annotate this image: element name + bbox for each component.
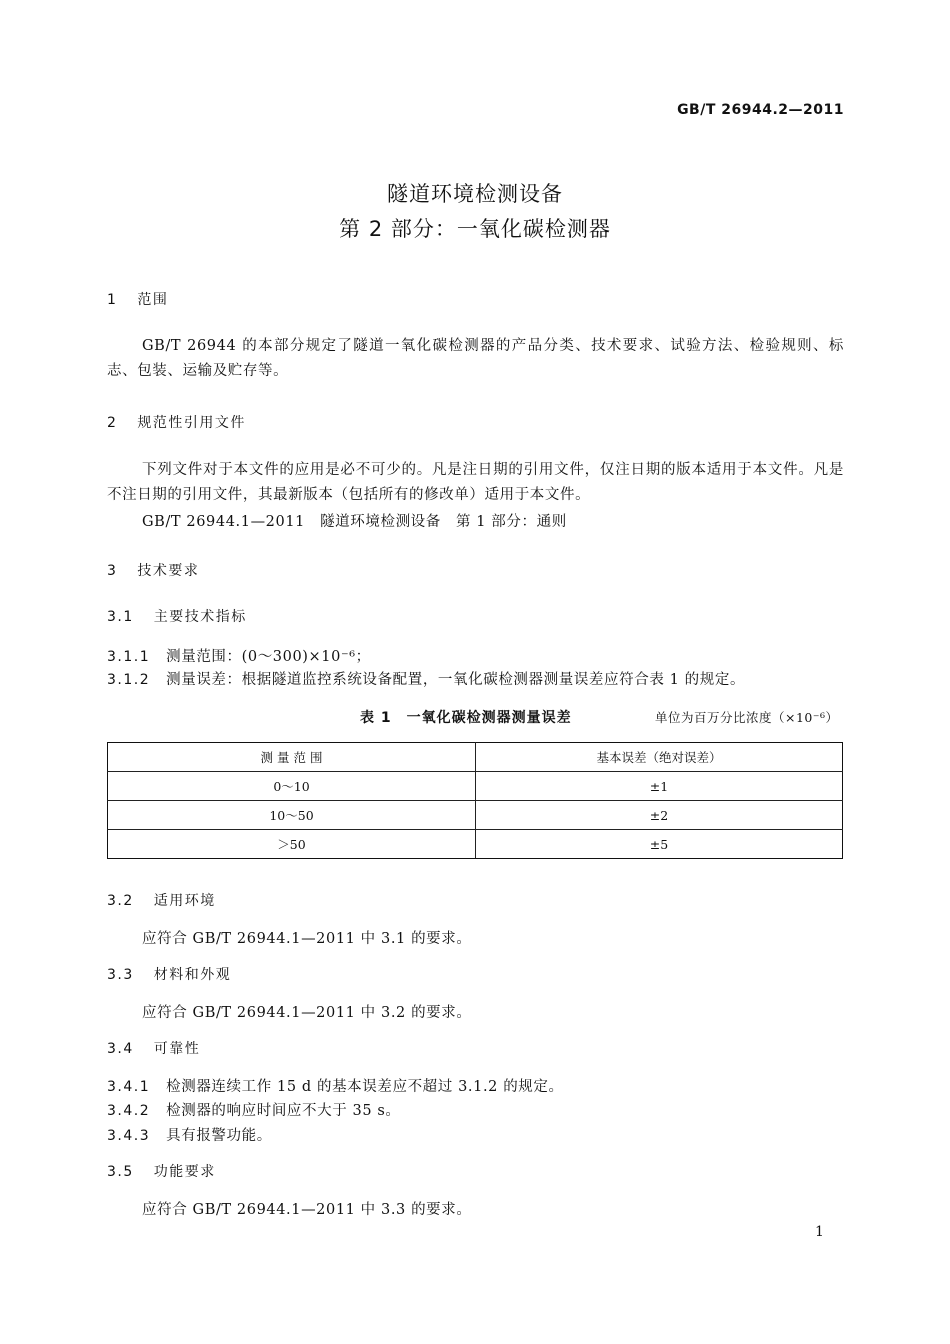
section-number: 3.1 — [107, 609, 134, 625]
clause-number: 3.1.1 — [107, 649, 151, 665]
clause-number: 3.4.1 — [107, 1079, 151, 1095]
clause-3-1-2 — [107, 668, 745, 689]
section-title: 可靠性 — [153, 1041, 201, 1057]
document-title-line2: 第 2 部分：一氧化碳检测器 — [339, 217, 611, 241]
table-row — [108, 801, 843, 830]
section-title: 适用环境 — [153, 893, 216, 909]
section-3-1-heading — [107, 606, 247, 626]
clause-3-1-1 — [107, 645, 371, 666]
section-number: 3.4 — [107, 1041, 134, 1057]
measurement-error-table — [107, 742, 843, 859]
section-3-3-body: 应符合 GB/T 26944.1—2011 中 3.2 的要求。 — [142, 1005, 472, 1021]
section-3-5-heading — [107, 1161, 216, 1181]
clause-number: 3.4.3 — [107, 1128, 151, 1144]
clause-number: 3.1.2 — [107, 672, 151, 688]
table-1-unit: 单位为百万分比浓度（×10⁻⁶） — [655, 710, 839, 725]
standard-number: GB/T 26944.2—2011 — [677, 102, 844, 118]
table-row — [108, 772, 843, 801]
clause-text: 检测器的响应时间应不大于 35 s。 — [166, 1103, 401, 1119]
table-cell: 10～50 — [108, 801, 476, 830]
section-3-4-heading — [107, 1038, 200, 1058]
table-cell: ±1 — [476, 772, 843, 801]
section-title: 主要技术指标 — [153, 609, 247, 625]
section-title: 规范性引用文件 — [137, 415, 246, 431]
section-3-heading — [107, 560, 199, 580]
column-header: 基本误差（绝对误差） — [476, 743, 843, 772]
clause-3-4-2 — [107, 1099, 401, 1120]
section-3-2-heading — [107, 890, 216, 910]
table-header-row — [108, 743, 843, 772]
table-cell: ±2 — [476, 801, 843, 830]
section-number: 3 — [107, 563, 118, 579]
clause-text: 具有报警功能。 — [166, 1128, 272, 1144]
section-2-body: 下列文件对于本文件的应用是必不可少的。凡是注日期的引用文件，仅注日期的版本适用于本文件。凡是不注日期的引用文件，其最新版本（包括所有的修改单）适用于本文件。 — [107, 462, 844, 503]
table-cell: 0～10 — [108, 772, 476, 801]
clause-3-4-1 — [107, 1075, 564, 1096]
clause-text: 测量范围：(0～300)×10⁻⁶； — [166, 649, 371, 665]
clause-3-4-3 — [107, 1124, 272, 1145]
section-1-body: GB/T 26944 的本部分规定了隧道一氧化碳检测器的产品分类、技术要求、试验方法、检验规则、标志、包装、运输及贮存等。 — [107, 338, 844, 379]
section-number: 2 — [107, 415, 118, 431]
section-3-2-body: 应符合 GB/T 26944.1—2011 中 3.1 的要求。 — [142, 931, 472, 947]
section-number: 3.5 — [107, 1164, 134, 1180]
section-number: 3.3 — [107, 967, 134, 983]
table-cell: ±5 — [476, 830, 843, 859]
section-title: 功能要求 — [153, 1164, 216, 1180]
clause-text: 测量误差：根据隧道监控系统设备配置，一氧化碳检测器测量误差应符合表 1 的规定。 — [166, 672, 746, 688]
document-title-line1: 隧道环境检测设备 — [387, 182, 563, 206]
section-title: 技术要求 — [137, 563, 200, 579]
table-row — [108, 830, 843, 859]
column-header: 测 量 范 围 — [108, 743, 476, 772]
section-number: 3.2 — [107, 893, 134, 909]
section-3-5-body: 应符合 GB/T 26944.1—2011 中 3.3 的要求。 — [142, 1202, 472, 1218]
section-number: 1 — [107, 292, 118, 308]
section-1-heading — [107, 289, 168, 309]
normative-reference: GB/T 26944.1—2011 隧道环境检测设备 第 1 部分：通则 — [142, 514, 567, 530]
section-title: 范围 — [137, 292, 169, 308]
table-cell: ＞50 — [108, 830, 476, 859]
section-3-3-heading — [107, 964, 231, 984]
table-1-caption: 表 1 一氧化碳检测器测量误差 — [360, 710, 572, 726]
page-number: 1 — [815, 1224, 824, 1240]
section-title: 材料和外观 — [153, 967, 232, 983]
clause-text: 检测器连续工作 15 d 的基本误差应不超过 3.1.2 的规定。 — [166, 1079, 564, 1095]
section-2-heading — [107, 412, 246, 432]
clause-number: 3.4.2 — [107, 1103, 151, 1119]
